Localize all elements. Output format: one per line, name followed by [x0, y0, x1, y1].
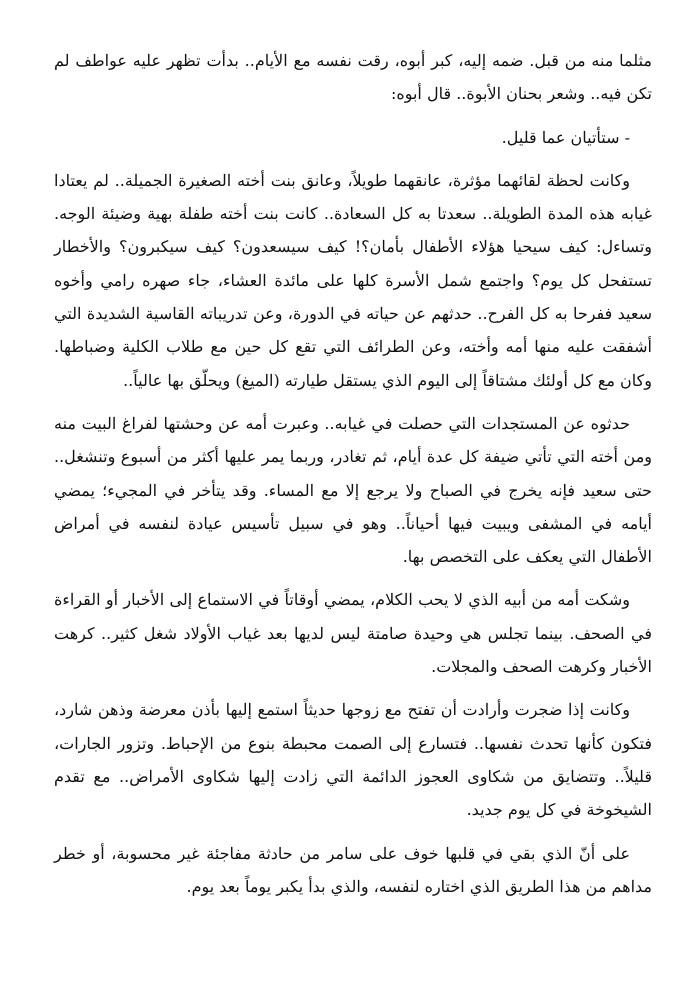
paragraph-6: وكانت إذا ضجرت وأرادت أن تفتح مع زوجها حديثاً استمع إليها بأذن معرضة وذهن شارد، فتكون كأنها تحدث نفسها.. فتسارع إلى الصمت محبطة بنوع من الإحباط. وتزور الجارات، قليلاً.. وتتضايق من شكاوى العجوز الدائمة التي زادت إليها شكاوى الأمراض.. مع تقدم الشيخوخة في كل يوم جديد.	[54, 700, 652, 820]
paragraph-1: مثلما منه من قبل. ضمه إليه، كبر أبوه، رقت نفسه مع الأيام.. بدأت تظهر عليه عواطف لم تكن فيه.. وشعر بحنان الأبوة.. قال أبوه:	[54, 51, 652, 104]
paragraph-5: وشكت أمه من أبيه الذي لا يحب الكلام، يمضي أوقاتاً في الاستماع إلى الأخبار أو القراءة في الصحف. بينما تجلس هي وحيدة صامتة ليس لديها بعد غياب الأولاد شغل كثير.. كرهت الأخبار وكرهت الصحف والمجلات.	[54, 590, 652, 677]
document-page	[54, 44, 652, 913]
paragraph-7: على أنّ الذي بقي في قلبها خوف على سامر من حادثة مفاجئة غير محسوبة، أو خطر مداهم من هذا الطريق الذي اختاره لنفسه، والذي بدأ يكبر يوماً بعد يوم.	[54, 843, 652, 896]
paragraph-2-dialogue: - ستأتيان عما قليل.	[501, 127, 630, 147]
paragraph-3: وكانت لحظة لقائهما مؤثرة، عانقهما طويلاً، وعانق بنت أخته الصغيرة الجميلة.. لم يعتادا غيابه هذه المدة الطويلة.. سعدتا به كل السعادة.. كانت بنت أخته طفلة بهية وضيئة الوجه. وتساءل: كيف سيحيا هؤلاء الأطفال بأمان؟! كيف سيسعدون؟ كيف سيكبرون؟ والأخطار تستفحل كل يوم؟ واجتمع شمل الأسرة كلها على مائدة العشاء، جاء صهره رامي وأخوه سعيد ففرحا به كل الفرح.. حدثهم عن حياته في الدورة، وعن تدريباته القاسية الشديدة التي أشفقت عليه منها أمه وأخته، وعن الطرائف التي تقع كل حين مع طلاب الكلية وضباطها. وكان مع كل أولئك مشتاقاً إلى اليوم الذي يستقل طيارته (الميغ) ويحلّق بها عالياً..	[54, 170, 653, 390]
paragraph-4: حدثوه عن المستجدات التي حصلت في غيابه.. وعبرت أمه عن وحشتها لفراغ البيت منه ومن أخته التي تأتي ضيفة كل عدة أيام، ثم تغادر، وربما يمر عليها أكثر من أسبوع وتنشغل.. حتى سعيد فإنه يخرج في الصباح ولا يرجع إلا مع المساء. وقد يتأخر في المجيء؛ يمضي أيامه في المشفى ويبيت فيها أحياناً.. وهو في سبيل تأسيس عيادة لنفسه في أمراض الأطفال التي يعكف على التخصص بها.	[54, 413, 653, 567]
